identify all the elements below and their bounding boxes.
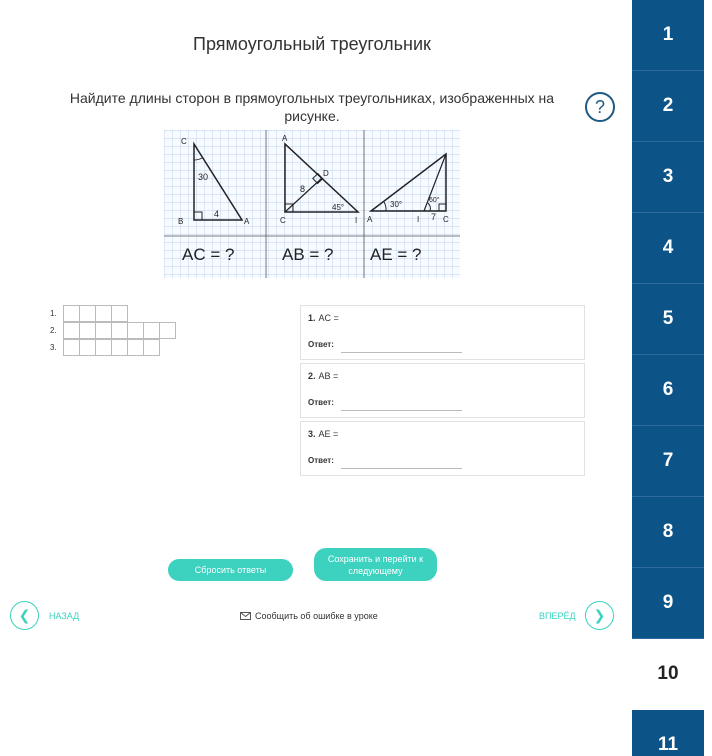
back-link[interactable]: НАЗАД — [49, 611, 80, 621]
crossword-grid — [63, 305, 175, 356]
t3-angle-2: 60° — [429, 197, 440, 204]
answer-input[interactable] — [341, 336, 462, 353]
crossword-cell[interactable] — [95, 305, 112, 322]
t1-label-c: C — [181, 137, 187, 146]
crossword-cell[interactable] — [95, 322, 112, 339]
answers-panel — [300, 305, 585, 479]
question-text: 1. AC = — [308, 313, 339, 323]
sidebar-step-5[interactable]: 5 — [632, 284, 704, 355]
sidebar-step-7[interactable]: 7 — [632, 426, 704, 497]
report-error-label: Сообщить об ошибке в уроке — [255, 611, 378, 621]
crossword-cell[interactable] — [127, 339, 144, 356]
sidebar-step-10[interactable]: 10 — [632, 639, 704, 710]
crossword-label-1: 1. — [50, 309, 57, 318]
t3-question: AE = ? — [370, 245, 422, 264]
sidebar-step-1[interactable]: 1 — [632, 0, 704, 71]
sidebar-step-4[interactable]: 4 — [632, 213, 704, 284]
answer-box — [300, 363, 585, 418]
crossword-cell[interactable] — [143, 339, 160, 356]
back-button[interactable] — [10, 601, 39, 630]
chevron-right-icon: ❯ — [593, 607, 606, 623]
t2-side: 8 — [300, 184, 306, 194]
t3-label-c: C — [443, 215, 449, 224]
t2-question: AB = ? — [282, 245, 334, 264]
t3-angle-1: 30° — [390, 200, 403, 209]
sidebar-step-11[interactable]: 11 — [632, 710, 704, 756]
report-error-link[interactable] — [240, 611, 378, 621]
crossword-row-3 — [63, 339, 175, 356]
sidebar-step-2[interactable]: 2 — [632, 71, 704, 142]
t2-label-c: C — [280, 216, 286, 225]
triangles-figure — [164, 130, 460, 278]
sidebar-step-8[interactable]: 8 — [632, 497, 704, 568]
save-next-button[interactable]: Сохранить и перейти к следующему — [314, 548, 437, 581]
crossword-cell[interactable] — [63, 322, 80, 339]
lesson-steps-sidebar — [632, 0, 704, 756]
crossword-label-2: 2. — [50, 326, 57, 335]
answer-box — [300, 305, 585, 360]
forward-link[interactable]: ВПЕРЁД — [539, 611, 576, 621]
t1-label-b: B — [178, 217, 184, 226]
chevron-left-icon: ❮ — [18, 607, 31, 623]
crossword-cell[interactable] — [79, 305, 96, 322]
crossword-row-2 — [63, 322, 175, 339]
crossword-row-1 — [63, 305, 175, 322]
t2-label-a: A — [282, 134, 288, 143]
question-mark-icon: ? — [594, 96, 605, 117]
crossword-cell[interactable] — [111, 339, 128, 356]
envelope-icon — [240, 612, 251, 620]
reset-answers-button[interactable]: Сбросить ответы — [168, 559, 293, 581]
crossword-cell[interactable] — [79, 339, 96, 356]
crossword-cell[interactable] — [63, 305, 80, 322]
task-text: Найдите длины сторон в прямоугольных треугольниках, изображенных на рисунке. — [69, 90, 555, 124]
crossword-label-3: 3. — [50, 343, 57, 352]
crossword-cell[interactable] — [63, 339, 80, 356]
crossword-cell[interactable] — [111, 322, 128, 339]
answer-label: Ответ: — [308, 398, 334, 407]
crossword-cell[interactable] — [159, 322, 176, 339]
page-title: Прямоугольный треугольник — [193, 34, 431, 54]
answer-box — [300, 421, 585, 476]
sidebar-step-9[interactable]: 9 — [632, 568, 704, 639]
t1-angle: 30 — [198, 172, 209, 182]
t2-label-d: D — [323, 169, 329, 178]
crossword-cell[interactable] — [111, 305, 128, 322]
t1-side: 4 — [214, 209, 220, 219]
forward-button[interactable] — [585, 601, 614, 630]
question-text: 3. AE = — [308, 429, 339, 439]
answer-input[interactable] — [341, 394, 462, 411]
t3-side: 7 — [431, 212, 437, 222]
t3-label-a: A — [367, 215, 373, 224]
crossword-cell[interactable] — [127, 322, 144, 339]
answer-label: Ответ: — [308, 340, 334, 349]
crossword-cell[interactable] — [143, 322, 160, 339]
answer-label: Ответ: — [308, 456, 334, 465]
sidebar-step-3[interactable]: 3 — [632, 142, 704, 213]
question-text: 2. AB = — [308, 371, 339, 381]
answer-input[interactable] — [341, 452, 462, 469]
crossword-cell[interactable] — [95, 339, 112, 356]
crossword-cell[interactable] — [79, 322, 96, 339]
sidebar-step-6[interactable]: 6 — [632, 355, 704, 426]
t1-question: AC = ? — [182, 245, 235, 264]
t3-label-i: I — [417, 215, 420, 224]
t2-angle: 45° — [332, 203, 345, 212]
t2-label-i: I — [355, 216, 358, 225]
t1-label-a: A — [244, 217, 250, 226]
help-button[interactable] — [585, 92, 615, 122]
